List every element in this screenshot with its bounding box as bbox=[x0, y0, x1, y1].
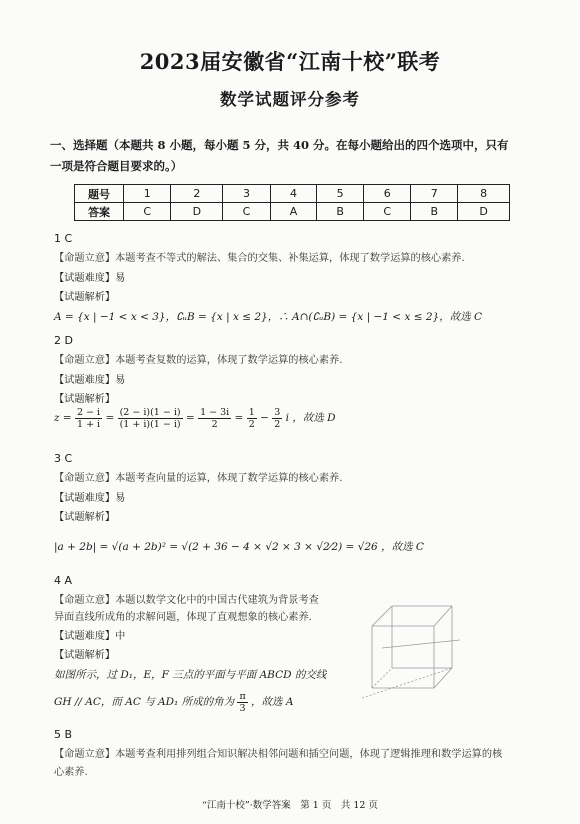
table-cell: 3 bbox=[223, 185, 270, 203]
table-cell: B bbox=[411, 203, 458, 221]
page-title: 2023届安徽省“江南十校”联考 bbox=[139, 49, 441, 74]
q5-heading: 5 B bbox=[54, 728, 73, 741]
q4-solution-line1: 如图所示，过 D₁，E，F 三点的平面与平面 ABCD 的交线 bbox=[54, 669, 327, 681]
q3-solution bbox=[54, 540, 424, 554]
table-row-numbers bbox=[75, 185, 510, 203]
q2-heading: 2 D bbox=[54, 334, 73, 347]
denominator: 2 bbox=[274, 418, 281, 430]
table-header-cell: 题号 bbox=[75, 185, 124, 203]
q4-purpose-line1: 【命题立意】本题以数学文化中的中国古代建筑为背景考查 bbox=[54, 595, 319, 606]
q1-purpose: 【命题立意】本题考查不等式的解法、集合的交集、补集运算，体现了数学运算的核心素养. bbox=[54, 253, 465, 264]
table-row-answers bbox=[75, 203, 510, 221]
denominator: 2 bbox=[211, 418, 218, 430]
denominator: 1 + i bbox=[77, 418, 101, 430]
q4-solution-line2 bbox=[54, 690, 293, 714]
q3-analysis-label: 【试题解析】 bbox=[54, 512, 116, 523]
table-cell: 7 bbox=[411, 185, 458, 203]
section-heading-line2: 一项是符合题目要求的。） bbox=[50, 159, 183, 173]
q5-purpose-line1: 【命题立意】本题考查利用排列组合知识解决相邻问题和插空问题，体现了逻辑推理和数学运算的核 bbox=[54, 749, 503, 760]
table-cell: 4 bbox=[270, 185, 317, 203]
figure-line bbox=[382, 640, 460, 648]
q4-sol2b: ，故选 A bbox=[251, 696, 294, 708]
q2-solution: z = $\frac{2 - i}{1 + i}$ = $\frac{(2 - i)(1 - i)}{(1 + i)(1 - i)}$ = $\frac{1 - 3i}{2}$ = $\frac{1}{2}$ − $\frac{3}{2}$ i ，故选 D bbox=[54, 406, 336, 430]
fraction bbox=[272, 407, 282, 430]
denominator: 2 bbox=[248, 418, 255, 430]
table-cell: 2 bbox=[171, 185, 223, 203]
numerator: π bbox=[239, 690, 246, 702]
figure-line bbox=[372, 606, 392, 626]
q4-heading: 4 A bbox=[54, 574, 73, 587]
numerator: 1 bbox=[248, 406, 255, 418]
q2-z: z = bbox=[54, 412, 72, 424]
page-subtitle: 数学试题评分参考 bbox=[220, 90, 360, 109]
table-cell: C bbox=[364, 203, 411, 221]
fraction bbox=[247, 407, 257, 430]
q3-heading: 3 C bbox=[54, 452, 73, 465]
denominator: (1 + i)(1 − i) bbox=[119, 418, 181, 430]
table-cell: 5 bbox=[317, 185, 364, 203]
fraction bbox=[118, 407, 183, 430]
q4-purpose-line2: 异面直线所成角的求解问题，体现了直观想象的核心素养. bbox=[54, 612, 312, 623]
table-cell: 1 bbox=[124, 185, 171, 203]
page-footer: “江南十校”·数学答案 第 1 页 共 12 页 bbox=[202, 800, 378, 811]
q2-difficulty: 【试题难度】易 bbox=[54, 375, 126, 386]
numerator: 2 − i bbox=[77, 406, 101, 418]
q2-tail: i ，故选 D bbox=[285, 412, 336, 424]
q3-purpose: 【命题立意】本题考查向量的运算，体现了数学运算的核心素养. bbox=[54, 473, 343, 484]
section-heading-line1: 一、选择题（本题共 8 小题，每小题 5 分，共 40 分。在每小题给出的四个选项中，只有 bbox=[50, 138, 509, 152]
q5-purpose-line2: 心素养. bbox=[54, 767, 88, 778]
table-cell: 6 bbox=[364, 185, 411, 203]
fraction bbox=[75, 407, 102, 430]
table-cell: C bbox=[223, 203, 270, 221]
q2-analysis-label: 【试题解析】 bbox=[54, 394, 116, 405]
table-cell: C bbox=[124, 203, 171, 221]
figure-line bbox=[372, 668, 392, 688]
denominator: 3 bbox=[239, 702, 246, 714]
numerator: 1 − 3i bbox=[200, 406, 230, 418]
q1-solution: A = {x | −1 < x < 3}，∁ᵤB = {x | x ≤ 2}，∴ A∩(∁ᵤB) = {x | −1 < x ≤ 2}，故选 C bbox=[54, 311, 483, 323]
answer-table bbox=[74, 184, 510, 221]
table-cell: D bbox=[171, 203, 223, 221]
figure-line bbox=[434, 606, 452, 626]
q4-sol2a: GH // AC，而 AC 与 AD₁ 所成的角为 bbox=[54, 696, 235, 708]
q1-analysis-label: 【试题解析】 bbox=[54, 292, 116, 303]
table-header-cell: 答案 bbox=[75, 203, 124, 221]
q2-purpose: 【命题立意】本题考查复数的运算，体现了数学运算的核心素养. bbox=[54, 355, 343, 366]
table-cell: A bbox=[270, 203, 317, 221]
fraction bbox=[198, 407, 231, 430]
table-cell: D bbox=[458, 203, 510, 221]
q3-expr2: √(2 + 36 − 4 × √2 × 3 × √2⁄2) = √26 ，故选 C bbox=[181, 541, 424, 553]
fraction bbox=[237, 691, 247, 714]
q3-expr1: |a + 2b| = √(a + 2b)² = bbox=[54, 541, 179, 553]
numerator: (2 − i)(1 − i) bbox=[119, 406, 181, 418]
q1-heading: 1 C bbox=[54, 232, 73, 245]
table-cell: B bbox=[317, 203, 364, 221]
geometry-figure bbox=[352, 588, 482, 708]
q3-difficulty: 【试题难度】易 bbox=[54, 493, 126, 504]
q4-difficulty: 【试题难度】中 bbox=[54, 631, 126, 642]
q1-difficulty: 【试题难度】易 bbox=[54, 273, 126, 284]
numerator: 3 bbox=[274, 406, 281, 418]
q4-analysis-label: 【试题解析】 bbox=[54, 650, 116, 661]
table-cell: 8 bbox=[458, 185, 510, 203]
